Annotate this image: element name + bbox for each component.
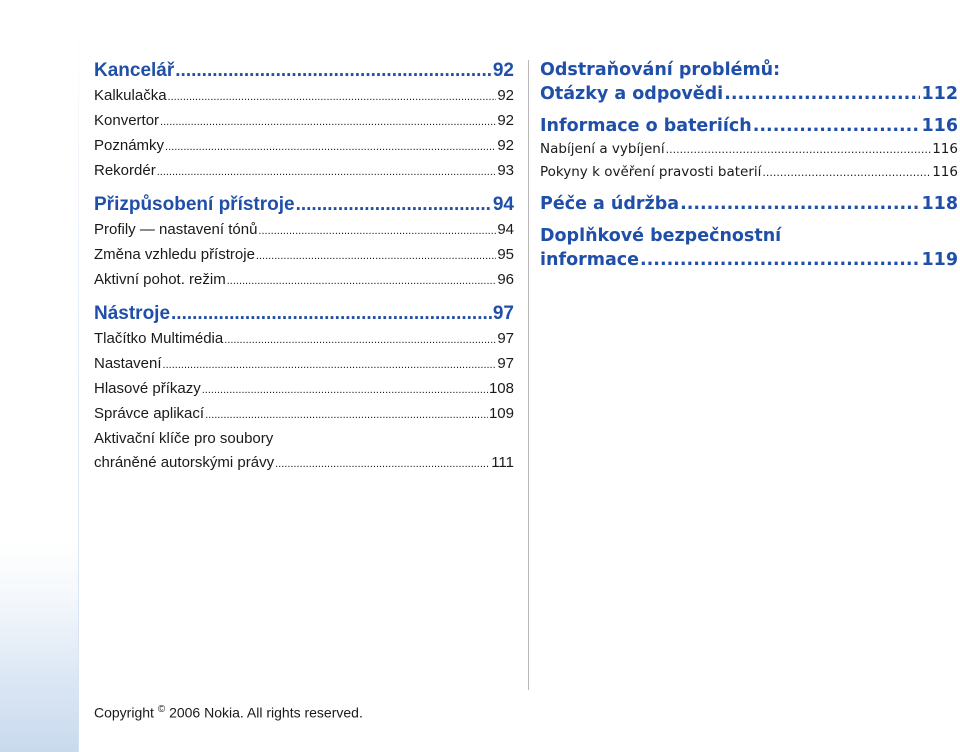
copyright-footer: Copyright © 2006 Nokia. All rights reserved.: [94, 704, 363, 721]
toc-item-themes[interactable]: Změna vzhledu přístroje ..... 95: [94, 243, 514, 268]
toc-item-converter[interactable]: Konvertor ..... 92: [94, 109, 514, 134]
toc-item-calculator[interactable]: Kalkulačka ..... 92: [94, 84, 514, 109]
toc-heading-tools[interactable]: Nástroje ..... 97: [94, 301, 514, 327]
toc-heading-battery[interactable]: Informace o bateriích ..... 116: [540, 114, 958, 138]
toc-item-voice-commands[interactable]: Hlasové příkazy ..... 108: [94, 377, 514, 402]
toc-heading-troubleshooting[interactable]: Otázky a odpovědi ..... 112: [540, 82, 958, 106]
toc-heading-troubleshooting-line1[interactable]: Odstraňování problémů:: [540, 60, 781, 80]
toc-item-battery-authentication[interactable]: Pokyny k ověření pravosti baterií ..... 116: [540, 161, 958, 184]
toc-item-charging[interactable]: Nabíjení a vybíjení ..... 116: [540, 138, 958, 161]
toc-left-column: [94, 58, 514, 476]
toc-item-multimedia-key[interactable]: Tlačítko Multimédia ..... 97: [94, 327, 514, 352]
toc-heading-care[interactable]: Péče a údržba ..... 118: [540, 192, 958, 216]
toc-heading-office[interactable]: Kancelář ..... 92: [94, 58, 514, 84]
toc-heading-safety[interactable]: informace ..... 119: [540, 248, 958, 272]
side-gradient-strip: [0, 0, 78, 752]
toc-heading-safety-line1[interactable]: Doplňkové bezpečnostní: [540, 226, 782, 246]
toc-heading-personalization[interactable]: Přizpůsobení přístroje ..... 94: [94, 192, 514, 218]
toc-item-app-manager[interactable]: Správce aplikací ..... 109: [94, 402, 514, 427]
toc-item-activation-keys[interactable]: chráněné autorskými právy ..... 111: [94, 451, 514, 476]
toc-item-active-standby[interactable]: Aktivní pohot. režim ..... 96: [94, 268, 514, 293]
toc-right-column: [540, 58, 958, 272]
toc-item-recorder[interactable]: Rekordér ..... 93: [94, 159, 514, 184]
toc-item-activation-keys-line1[interactable]: Aktivační klíče pro soubory: [94, 430, 274, 447]
toc-item-notes[interactable]: Poznámky ..... 92: [94, 134, 514, 159]
toc-item-profiles[interactable]: Profily — nastavení tónů ..... 94: [94, 218, 514, 243]
center-rule: [528, 60, 529, 690]
toc-item-settings[interactable]: Nastavení ..... 97: [94, 352, 514, 377]
column-divider: [78, 0, 79, 752]
copyright-symbol: ©: [157, 704, 166, 715]
